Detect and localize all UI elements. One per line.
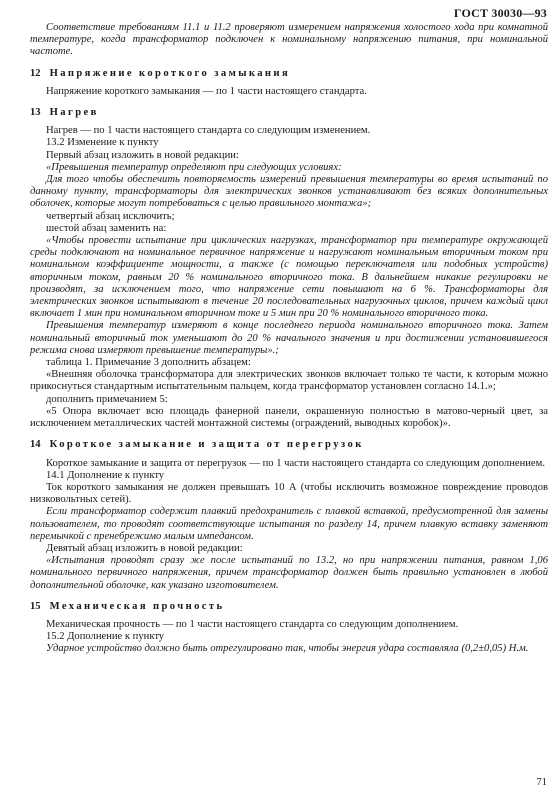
- section-13-heading: [30, 107, 548, 119]
- paragraph: Короткое замыкание и защита от перегрузок — по 1 части настоящего стандарта со следующим дополнением.: [46, 457, 545, 469]
- section-title: Короткое замыкание и защита от перегрузок: [49, 439, 364, 451]
- quoted-paragraph: «Чтобы провести испытание при циклических нагрузках, трансформатор при температуре окружающей среды подключают на номинальное первичное напряжение и нагружают номинальным вторичным током при номинальном коэффициенте мощности, а также (с помощью переключателя или подобных устройств) вторичным током, равным 20 % номинального вторичного тока. В дальнейшем никакие регулировки не производят, за исключением того, что напряжение сети повышают на 6 %. Трансформаторы для электрических звонков испытывают в течение 20 последовательных нагрузочных циклов, причем каждый цикл включает 1 мин при номинальном вторичном токе и 5 мин при 20 % номинального вторичного тока.: [30, 235, 548, 320]
- section-number: 12: [30, 67, 41, 79]
- section-number: 15: [30, 600, 41, 612]
- paragraph: четвертый абзац исключить;: [46, 210, 175, 222]
- standard-header: ГОСТ 30030—93: [453, 6, 547, 20]
- italic-paragraph: Ударное устройство должно быть отрегулировано так, чтобы энергия удара составляла (0,2±0,05) Н.м.: [46, 643, 529, 655]
- paragraph: таблица 1. Примечание 3 дополнить абзацем:: [46, 357, 251, 369]
- section-number: 14: [30, 439, 41, 451]
- page-content: [30, 22, 548, 656]
- paragraph: Механическая прочность — по 1 части настоящего стандарта со следующим дополнением.: [46, 618, 459, 630]
- paragraph: шестой абзац заменить на:: [46, 222, 167, 234]
- section-title: Напряжение короткого замыкания: [49, 67, 291, 79]
- clause-heading: 14.1 Дополнение к пункту: [46, 469, 165, 481]
- paragraph: Первый абзац изложить в новой редакции:: [46, 149, 239, 161]
- paragraph: Ток короткого замыкания не должен превышать 10 А (чтобы исключить возможное повреждение проводов низковольтных сетей).: [30, 481, 548, 506]
- clause-heading: 15.2 Дополнение к пункту: [46, 631, 165, 643]
- section-title: Механическая прочность: [49, 600, 225, 612]
- quoted-paragraph: Превышения температур измеряют в конце последнего периода номинального вторичного тока. Затем номинальный вторичный ток уменьшают до 20 % начального значения и при достижении установившегося режима снова измеряют превышение температуры».;: [30, 320, 548, 356]
- section-15-heading: [30, 601, 548, 613]
- paragraph: Нагрев — по 1 части настоящего стандарта со следующим изменением.: [46, 125, 371, 137]
- paragraph: дополнить примечанием 5:: [46, 393, 168, 405]
- quoted-paragraph: Для того чтобы обеспечить повторяемость измерений превышения температуры во время испытаний по данному пункту, трансформаторы для электрических звонков устанавливают без всяких дополнительных оболочек, которые могут потребоваться с целью правильного монтажа»;: [30, 174, 548, 210]
- quoted-paragraph: «Испытания проводят сразу же после испытаний по 13.2, но при напряжении питания, равном 1,06 номинального первичного напряжения, причем трансформатор должен быть правильно установлен в любой дополнительной оболочке, как указано изготовителем.: [30, 555, 548, 591]
- section-12-heading: [30, 68, 548, 80]
- page-number: 71: [536, 777, 547, 788]
- paragraph: «5 Опора включает всю площадь фанерной панели, окрашенную полностью в матово-черный цвет, за исключением металлических частей монтажной системы (ограждений, выводных коробок)».: [30, 405, 548, 430]
- section-14-heading: [30, 439, 548, 451]
- paragraph: Напряжение короткого замыкания — по 1 части настоящего стандарта.: [46, 85, 367, 97]
- section-number: 13: [30, 107, 41, 119]
- quoted-paragraph: «Превышения температур определяют при следующих условиях:: [46, 161, 342, 173]
- section-title: Нагрев: [49, 107, 99, 119]
- paragraph: «Внешняя оболочка трансформатора для электрических звонков включает только те части, к которым можно прикоснуться стандартным испытательным пальцем, когда трансформатор установлен согласно 14.1.»;: [30, 369, 548, 393]
- paragraph: Девятый абзац изложить в новой редакции:: [46, 542, 243, 554]
- intro-paragraph: Соответствие требованиям 11.1 и 11.2 проверяют измерением напряжения холостого хода при комнатной температуре, когда трансформатор подключен к номинальному напряжению питания, при номинальной частоте.: [30, 22, 548, 58]
- clause-heading: 13.2 Изменение к пункту: [46, 137, 159, 149]
- italic-paragraph: Если трансформатор содержит плавкий предохранитель с плавкой вставкой, предусмотренной для замены пользователем, то проводят соответствующие испытания по разделу 14, причем плавкую вставку заменяют перемычкой с пренебрежимо малым импедансом.: [30, 506, 548, 542]
